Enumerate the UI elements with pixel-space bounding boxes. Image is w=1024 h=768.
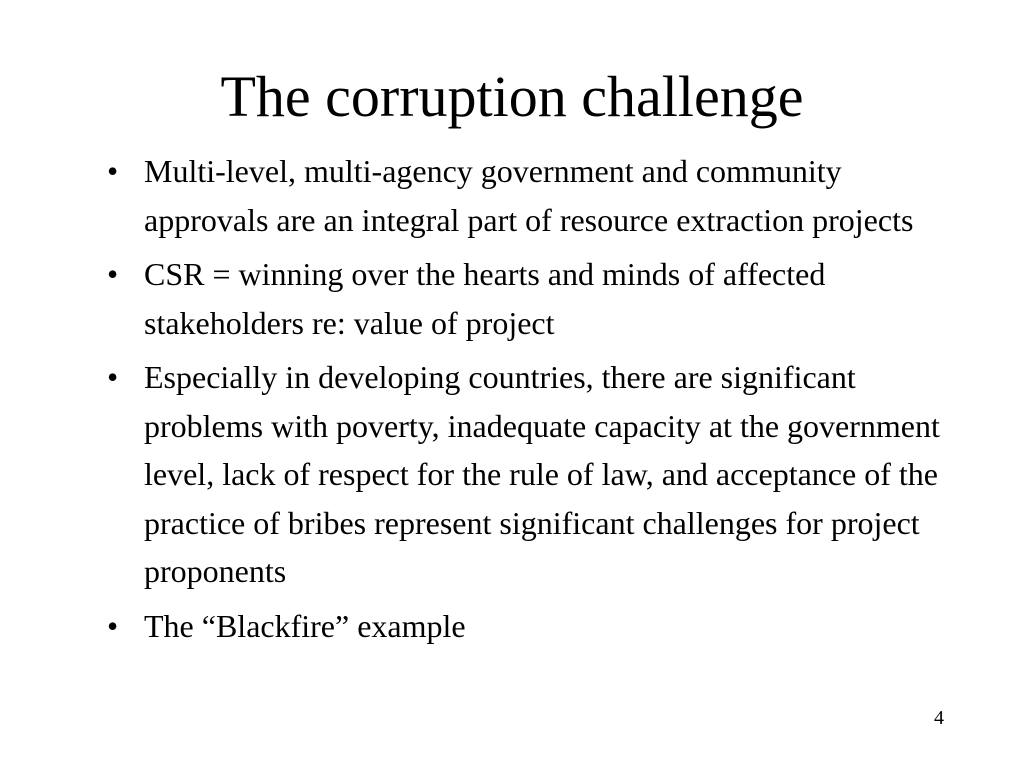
bullet-text: Especially in developing countries, there are significant problems with poverty, inadequate capacity at the government level, lack of respect for the rule of law, and acceptance of the practice of bribes represent significant challenges for project proponents [144,359,940,589]
bullet-list [102,147,942,656]
bullet-marker: • [107,607,119,644]
bullet-item-approvals [102,147,942,244]
bullet-marker: • [107,359,119,395]
bullet-item-csr [102,250,942,347]
bullet-text: The “Blackfire” example [144,607,466,644]
bullet-text: CSR = winning over the hearts and minds of affected stakeholders re: value of project [144,256,826,341]
page-number: 4 [934,707,944,729]
bullet-item-developing-countries [102,353,942,596]
slide-title: The corruption challenge [220,64,804,129]
bullet-marker: • [107,153,119,189]
bullet-item-blackfire [102,602,942,651]
bullet-marker: • [107,256,119,292]
bullet-text: Multi-level, multi-agency government and community approvals are an integral part of resource extraction projects [144,153,914,238]
